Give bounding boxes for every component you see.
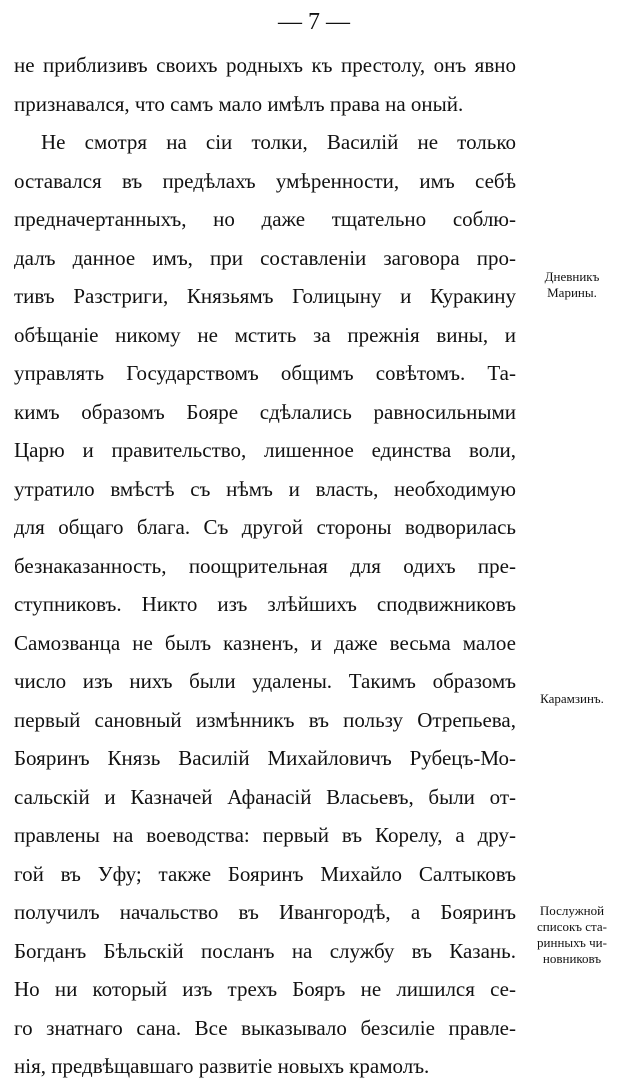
margin-note-karamzin xyxy=(522,691,622,707)
text-line: предначертанныхъ, но даже тщательно соблю- xyxy=(14,207,516,231)
text-line: обѣщаніе никому не мстить за прежнія вины, и xyxy=(14,322,516,347)
margin-note-line: Послужной xyxy=(539,903,605,918)
text-line: правлены на воеводства: первый въ Корелу, а дру- xyxy=(14,823,516,847)
text-line: утратило вмѣстѣ съ нѣмъ и власть, необходимую xyxy=(14,476,516,501)
text-line: ступниковъ. Никто изъ злѣйшихъ сподвижниковъ xyxy=(14,592,516,616)
margin-note-diary xyxy=(522,269,622,301)
margin-note-line: ринныхъ чи- xyxy=(537,935,607,950)
page-number: — 7 — xyxy=(278,9,350,35)
text-line: признавался, что самъ мало имѣлъ права на оный. xyxy=(14,91,464,116)
text-line: сальскій и Казначей Афанасій Власьевъ, были от- xyxy=(14,784,516,809)
text-line: оставался въ предѣлахъ умѣренности, имъ себѣ xyxy=(14,168,516,193)
text-line: гой въ Уфу; также Бояринъ Михайло Салтыковъ xyxy=(14,861,516,886)
margin-note-line: Марины. xyxy=(547,285,597,300)
margin-note-line: Карамзинъ. xyxy=(540,691,604,706)
text-line: Царю и правительство, лишенное единства воли, xyxy=(14,438,516,462)
main-text xyxy=(14,46,516,1086)
text-line: го знатнаго сана. Все выказывало безсиліе правле- xyxy=(14,1015,516,1040)
margin-note-service-list xyxy=(522,903,622,967)
text-line: далъ данное имъ, при составленіи заговора про- xyxy=(14,245,516,270)
text-line: управлять Государствомъ общимъ совѣтомъ. Та- xyxy=(14,361,516,385)
text-line: тивъ Разстриги, Князьямъ Голицыну и Куракину xyxy=(14,284,516,308)
text-line: Богданъ Бѣльскій посланъ на службу въ Казань. xyxy=(14,938,516,963)
margin-note-line: новниковъ xyxy=(542,951,602,966)
text-line: число изъ нихъ были удалены. Такимъ образомъ xyxy=(14,669,516,693)
text-line: получилъ начальство въ Ивангородѣ, а Бояринъ xyxy=(14,900,516,924)
text-line: кимъ образомъ Бояре сдѣлались равносильными xyxy=(14,399,516,424)
text-line: для общаго блага. Съ другой стороны водворилась xyxy=(14,515,516,539)
margin-note-line: списокъ ста- xyxy=(537,919,607,934)
text-line: Не смотря на сіи толки, Василій не только xyxy=(41,130,516,154)
text-line: безнаказанность, поощрительная для одихъ пре- xyxy=(14,553,516,578)
text-line: нія, предвѣщавшаго развитіе новыхъ крамолъ. xyxy=(14,1054,430,1078)
text-line: не приблизивъ своихъ родныхъ къ престолу, онъ явно xyxy=(14,53,516,77)
text-line: Бояринъ Князь Василій Михайловичъ Рубецъ-Мо- xyxy=(14,746,516,770)
margin-note-line: Дневникъ xyxy=(544,269,600,284)
text-line: Но ни который изъ трехъ Бояръ не лишился се- xyxy=(14,977,516,1001)
text-line: Самозванца не былъ казненъ, и даже весьма малое xyxy=(14,630,516,655)
text-line: первый сановный измѣнникъ въ пользу Отрепьева, xyxy=(14,707,516,732)
